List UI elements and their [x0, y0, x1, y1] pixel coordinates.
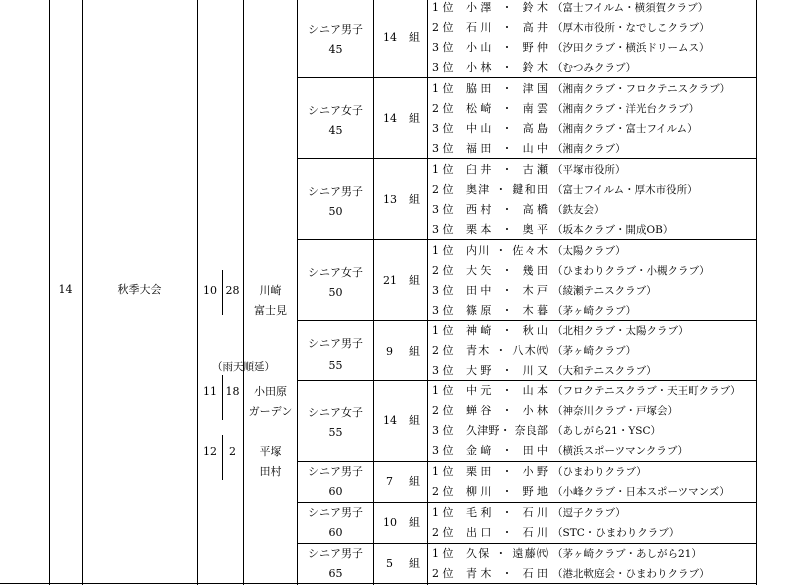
result-rank: 3 位	[432, 444, 454, 457]
result-clubs: （坂本クラブ・開成OB）	[552, 224, 674, 236]
category-name: シニア男子	[308, 337, 363, 350]
result-rank: 2 位	[432, 264, 454, 277]
result-clubs: （綾瀬テニスクラブ）	[552, 285, 657, 297]
team-count: 14	[383, 112, 397, 125]
result-names: 柳川 ・ 野地	[466, 485, 548, 498]
grid-line	[427, 0, 428, 585]
category-name: 50	[328, 286, 343, 299]
team-count: 5	[386, 557, 393, 570]
result-names: 小澤 ・ 鈴木	[466, 1, 548, 14]
category-name: 50	[328, 205, 343, 218]
result-names: 田中 ・ 木戸	[466, 284, 548, 297]
team-unit: 組	[409, 345, 420, 358]
result-names: 脇田 ・ 津国	[466, 82, 548, 95]
team-unit: 組	[409, 557, 420, 570]
result-rank: 3 位	[432, 424, 454, 437]
result-clubs: （湘南クラブ・洋光台クラブ）	[552, 103, 700, 115]
result-clubs: （富士フイルム・横須賀クラブ）	[552, 2, 709, 14]
result-clubs: （太陽クラブ）	[552, 245, 626, 257]
result-rank: 2 位	[432, 102, 454, 115]
result-clubs: （むつみクラブ）	[552, 62, 637, 74]
category-name: シニア女子	[308, 104, 363, 117]
result-names: 奥津 ・ 鍵和田	[466, 183, 548, 196]
result-clubs: （富士フイルム・厚木市役所）	[552, 184, 698, 196]
team-unit: 組	[409, 112, 420, 125]
result-rank: 1 位	[432, 506, 454, 519]
result-clubs: （湘南クラブ・フロクテニスクラブ）	[552, 83, 731, 95]
team-unit: 組	[409, 274, 420, 287]
team-unit: 組	[409, 516, 420, 529]
result-rank: 2 位	[432, 567, 454, 580]
rain-note: （雨天順延）	[212, 361, 275, 373]
event-number: 14	[58, 283, 73, 296]
team-count: 10	[383, 516, 397, 529]
category-name: 45	[328, 124, 343, 137]
result-rank: 2 位	[432, 485, 454, 498]
venue: 平塚	[259, 445, 282, 458]
result-clubs: （汐田クラブ・横浜ドリームス）	[552, 42, 710, 54]
category-name: シニア女子	[308, 406, 363, 419]
team-count: 9	[386, 345, 393, 358]
result-rank: 3 位	[432, 223, 454, 236]
result-names: 栗本 ・ 奥平	[466, 223, 548, 236]
result-names: 青木 ・ 石田	[466, 567, 548, 580]
result-names: 出口 ・ 石川	[466, 526, 548, 539]
result-clubs: （フロクテニスクラブ・天王町クラブ）	[552, 385, 741, 397]
result-clubs: （神奈川クラブ・戸塚会）	[552, 405, 678, 417]
result-rank: 1 位	[432, 547, 454, 560]
result-names: 臼井 ・ 古瀬	[466, 163, 548, 176]
team-unit: 組	[409, 31, 420, 44]
result-names: 小山 ・ 野仲	[466, 41, 548, 54]
result-rank: 2 位	[432, 404, 454, 417]
team-count: 14	[383, 414, 397, 427]
result-rank: 3 位	[432, 304, 454, 317]
team-unit: 組	[409, 414, 420, 427]
result-clubs: （茅ヶ崎クラブ）	[552, 345, 637, 357]
grid-line	[756, 0, 757, 585]
result-clubs: （大和テニスクラブ）	[552, 365, 657, 377]
venue: 田村	[259, 465, 282, 478]
month: 10	[203, 284, 217, 297]
grid-line	[373, 0, 374, 585]
team-count: 21	[383, 274, 397, 287]
result-rank: 3 位	[432, 41, 454, 54]
result-rank: 1 位	[432, 324, 454, 337]
result-clubs: （逗子クラブ）	[552, 507, 626, 519]
category-name: シニア男子	[308, 547, 363, 560]
result-rank: 3 位	[432, 203, 454, 216]
result-clubs: （厚木市役所・なでしこクラブ）	[552, 22, 710, 34]
result-rank: 3 位	[432, 142, 454, 155]
result-names: 大矢 ・ 幾田	[466, 264, 548, 277]
result-rank: 3 位	[432, 122, 454, 135]
result-clubs: （STC・ひまわりクラブ）	[552, 527, 680, 539]
result-rank: 3 位	[432, 284, 454, 297]
result-names: 大野 ・ 川又	[466, 364, 548, 377]
result-names: 神崎 ・ 秋山	[466, 324, 548, 337]
team-count: 14	[383, 31, 397, 44]
result-clubs: （小峰クラブ・日本スポーツマンズ）	[552, 486, 730, 498]
category-name: 55	[328, 359, 343, 372]
category-name: 45	[328, 43, 343, 56]
result-rank: 2 位	[432, 526, 454, 539]
result-rank: 1 位	[432, 384, 454, 397]
result-names: 石川 ・ 高井	[466, 21, 548, 34]
result-rank: 1 位	[432, 465, 454, 478]
result-rank: 2 位	[432, 344, 454, 357]
result-rank: 1 位	[432, 82, 454, 95]
result-names: 金﨑 ・ 田中	[466, 444, 548, 457]
result-rank: 2 位	[432, 183, 454, 196]
result-names: 青木 ・ 八木㈹	[466, 344, 548, 357]
result-names: 中山 ・ 高島	[466, 122, 548, 135]
result-names: 久保 ・ 遠藤㈹	[466, 547, 548, 560]
team-count: 13	[383, 193, 397, 206]
result-rank: 3 位	[432, 61, 454, 74]
category-name: 65	[328, 567, 343, 580]
team-unit: 組	[409, 475, 420, 488]
result-rank: 3 位	[432, 364, 454, 377]
result-names: 小林 ・ 鈴木	[466, 61, 548, 74]
month: 11	[203, 385, 217, 398]
day: 2	[229, 445, 236, 458]
result-names: 栗田 ・ 小野	[466, 465, 548, 478]
result-names: 福田 ・ 山中	[466, 142, 548, 155]
result-names: 内川 ・ 佐々木	[466, 244, 548, 257]
result-clubs: （湘南クラブ・富士フイルム）	[552, 123, 698, 135]
result-names: 毛利 ・ 石川	[466, 506, 548, 519]
category-name: 55	[328, 426, 343, 439]
result-clubs: （ひまわりクラブ）	[552, 466, 647, 478]
result-clubs: （あしがら21・YSC）	[552, 425, 662, 437]
month: 12	[203, 445, 217, 458]
category-name: シニア男子	[308, 23, 363, 36]
result-clubs: （鉄友会）	[552, 204, 605, 216]
result-clubs: （平塚市役所）	[552, 164, 626, 176]
result-rank: 2 位	[432, 21, 454, 34]
result-names: 久津野・ 奈良部	[466, 424, 548, 437]
team-unit: 組	[409, 193, 420, 206]
result-clubs: （ひまわりクラブ・小槻クラブ）	[552, 265, 710, 277]
venue: 富士見	[254, 304, 287, 317]
result-names: 篠原 ・ 木暮	[466, 304, 548, 317]
result-clubs: （横浜スポーツマンクラブ）	[552, 445, 688, 457]
event-name: 秋季大会	[117, 283, 162, 296]
result-names: 松崎 ・ 南雲	[466, 102, 548, 115]
result-names: 中元 ・ 山本	[466, 384, 548, 397]
category-name: シニア男子	[308, 506, 363, 519]
result-clubs: （北相クラブ・太陽クラブ）	[552, 325, 689, 337]
venue: 小田原	[254, 385, 287, 398]
result-rank: 1 位	[432, 1, 454, 14]
category-name: シニア女子	[308, 266, 363, 279]
category-name: シニア男子	[308, 185, 363, 198]
day: 18	[225, 385, 240, 398]
result-rank: 1 位	[432, 244, 454, 257]
category-name: 60	[328, 526, 343, 539]
team-count: 7	[386, 475, 393, 488]
venue: 川崎	[259, 284, 282, 297]
result-clubs: （茅ヶ崎クラブ・あしがら21）	[552, 548, 702, 560]
result-clubs: （湘南クラブ）	[552, 143, 626, 155]
result-names: 蝉谷 ・ 小林	[466, 404, 548, 417]
result-names: 西村 ・ 高橋	[466, 203, 548, 216]
category-name: 60	[328, 485, 343, 498]
category-name: シニア男子	[308, 465, 363, 478]
result-clubs: （茅ヶ崎クラブ）	[552, 305, 637, 317]
result-clubs: （港北軟庭会・ひまわりクラブ）	[552, 568, 710, 580]
venue: ガーデン	[248, 405, 293, 418]
day: 28	[225, 284, 240, 297]
result-rank: 1 位	[432, 163, 454, 176]
